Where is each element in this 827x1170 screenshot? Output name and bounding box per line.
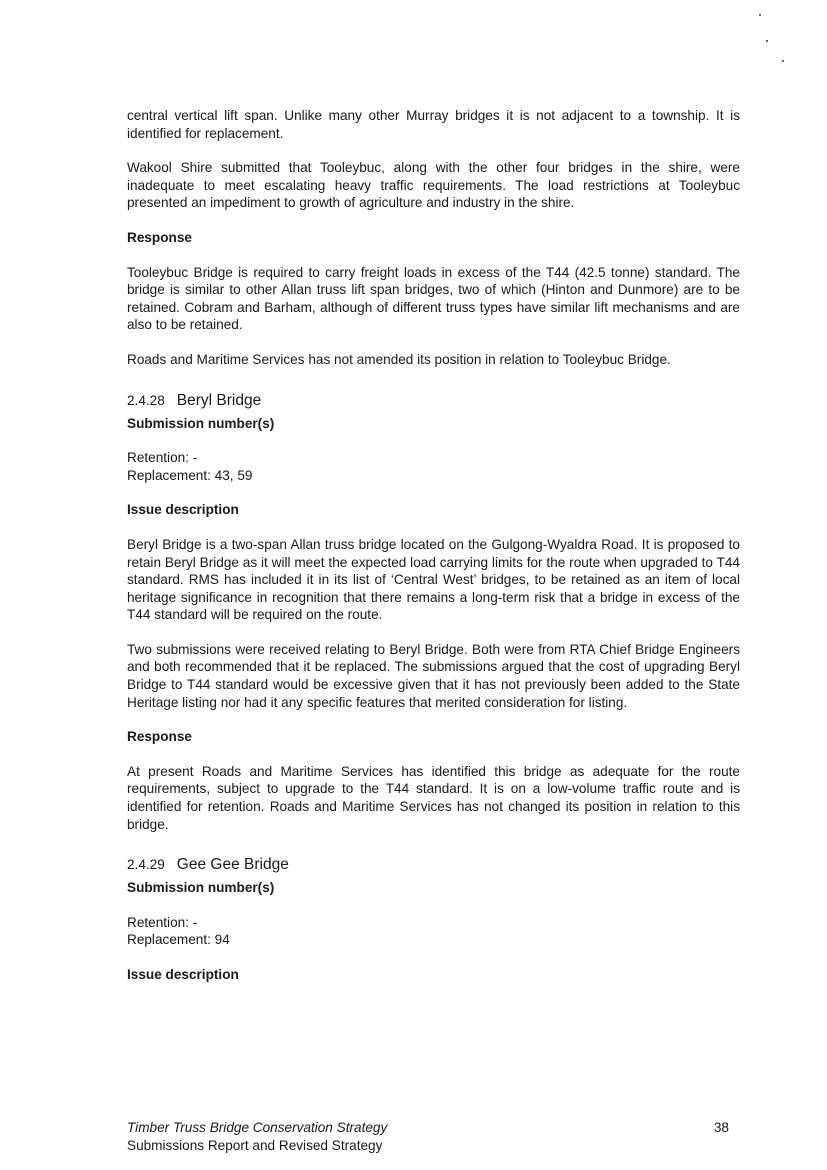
response-heading: Response: [127, 729, 192, 745]
response-heading: Response: [127, 229, 192, 245]
page-footer: [127, 1119, 729, 1155]
issue-heading: Issue description: [127, 502, 239, 518]
section-title: Gee Gee Bridge: [176, 856, 289, 874]
retention-line: Retention: -: [127, 450, 198, 466]
scan-mark: [766, 40, 768, 42]
paragraph: Wakool Shire submitted that Tooleybuc, along with the other four bridges in the shire, were inadequate to meet escalating heavy traffic requirements. The load restrictions at Tooleybuc presented an impediment to growth of agriculture and industry in the shire.: [127, 160, 740, 211]
issue-heading: Issue description: [127, 967, 239, 982]
scan-mark: [782, 60, 784, 62]
submission-heading: Submission number(s): [127, 880, 275, 896]
footer-title: Timber Truss Bridge Conservation Strategy: [127, 1120, 388, 1135]
paragraph: central vertical lift span. Unlike many other Murray bridges it is not adjacent to a township. It is identified for replacement.: [127, 108, 740, 141]
paragraph: At present Roads and Maritime Services has identified this bridge as adequate for the route requirements, subject to upgrade to the T44 standard. It is on a low-volume traffic route and is identified for retention. Roads and Maritime Services has not changed its position in relation to this bridge.: [127, 763, 740, 832]
replacement-line: Replacement: 94: [127, 932, 230, 948]
paragraph: Tooleybuc Bridge is required to carry freight loads in excess of the T44 (42.5 tonne) standard. The bridge is similar to other Allan truss lift span bridges, two of which (Hinton and Dunmore) are to be retained. Cobram and Barham, although of different truss types have similar lift mechanisms and are also to be retained.: [127, 264, 740, 333]
section-heading-geegee: [127, 855, 740, 875]
paragraph: Two submissions were received relating to Beryl Bridge. Both were from RTA Chief Bridge Engineers and both recommended that it be replaced. The submissions argued that the cost of upgrading Beryl Bridge to T44 standard would be excessive given that it has not previously been added to the State Heritage listing nor had it any specific features that merited consideration for listing.: [127, 641, 740, 710]
section-number: 2.4.28: [127, 392, 165, 408]
paragraph: Roads and Maritime Services has not amended its position in relation to Tooleybuc Bridge.: [127, 351, 671, 367]
section-number: 2.4.29: [127, 857, 165, 873]
retention-line: Retention: -: [127, 914, 198, 930]
section-title: Beryl Bridge: [176, 391, 262, 409]
replacement-line: Replacement: 43, 59: [127, 467, 253, 483]
scan-mark: [759, 14, 761, 16]
document-body: [127, 107, 740, 1001]
page-number: 38: [713, 1120, 729, 1135]
paragraph: Beryl Bridge is a two-span Allan truss bridge located on the Gulgong-Wyaldra Road. It is proposed to retain Beryl Bridge as it will meet the expected load carrying limits for the route when upgraded to T44 standard. RMS has included it in its list of ‘Central West’ bridges, to be retained as an item of local heritage significance in recognition that there remains a long-term risk that a bridge in excess of the T44 standard will be required on the route.: [127, 536, 740, 623]
footer-subtitle: Submissions Report and Revised Strategy: [127, 1138, 383, 1153]
section-heading-beryl: [127, 391, 740, 411]
submission-numbers: [127, 914, 740, 949]
submission-heading: Submission number(s): [127, 415, 275, 431]
submission-numbers: [127, 449, 740, 484]
